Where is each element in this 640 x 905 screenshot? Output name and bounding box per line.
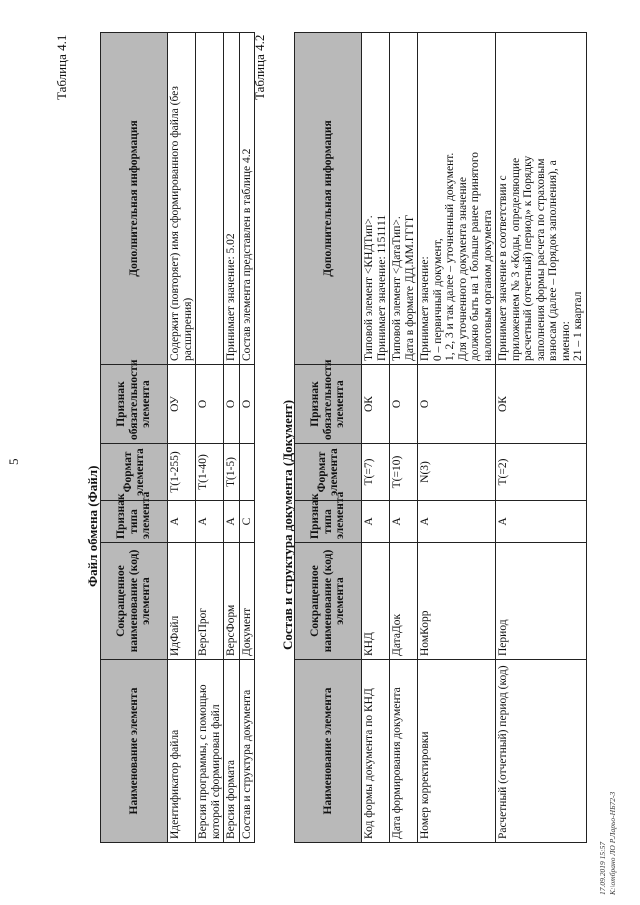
table2-header-cell: Признак типа элемента — [295, 501, 362, 543]
info-line: 0 – первичный документ, — [431, 238, 444, 361]
table-cell: О — [418, 365, 496, 444]
footer-line: 17.09.2019 15:57 — [598, 841, 607, 895]
table-row — [418, 33, 496, 843]
table-row — [196, 33, 224, 843]
table-cell: Содержит (повторяет) имя сформированного файла (без расширения) — [168, 33, 196, 365]
table-cell: ОК — [362, 365, 390, 444]
table-cell: ДатаДок — [390, 543, 418, 660]
info-line: взносам (далее – Порядок заполнения), а — [547, 160, 559, 361]
table-cell: Состав и структура документа — [239, 660, 255, 843]
table-row — [168, 33, 196, 843]
table-cell: Идентификатор файла — [168, 660, 196, 843]
table-cell: А — [224, 501, 240, 543]
document-structure-table — [294, 32, 587, 843]
table2-header-row — [295, 33, 362, 843]
table-cell: А — [196, 501, 224, 543]
table-cell: Т(1-255) — [168, 444, 196, 501]
table-cell: Т(1-40) — [196, 444, 224, 501]
table-cell: ОУ — [168, 365, 196, 444]
table-cell: Расчетный (отчетный) период (код) — [496, 660, 587, 843]
table2-label: Таблица 4.2 — [252, 34, 267, 100]
table-cell: Версия формата — [224, 660, 240, 843]
table-cell: ИдФайл — [168, 543, 196, 660]
table1-title: Файл обмена (Файл) — [85, 465, 100, 587]
table1-header-cell: Признак обязательности элемента — [101, 365, 168, 444]
table1-header-cell: Формат элемента — [101, 444, 168, 501]
info-line: расчетный (отчетный) период» к Порядку — [522, 155, 534, 361]
table-cell: Т(1-5) — [224, 444, 240, 501]
table-cell — [496, 33, 587, 365]
table-row — [390, 33, 418, 843]
table-cell — [390, 33, 418, 365]
info-line: Дата в формате ДД.ММ.ГГГГ — [403, 214, 416, 361]
info-line: Для уточненного документа значение — [456, 177, 469, 361]
table-cell: Состав элемента представлен в таблице 4.2 — [239, 33, 255, 365]
info-line: Принимает значение в соответствии с — [497, 175, 509, 361]
page-number: 5 — [6, 458, 21, 465]
info-line: именно: — [559, 321, 572, 361]
table-cell: Код формы документа по КНД — [362, 660, 390, 843]
table-row — [362, 33, 390, 843]
table-cell: О — [390, 365, 418, 444]
table-cell: Номер корректировки — [418, 660, 496, 843]
table-cell — [239, 444, 255, 501]
table-row — [496, 33, 587, 843]
table-row — [224, 33, 240, 843]
table-cell: Т(=10) — [390, 444, 418, 501]
table-row — [239, 33, 255, 843]
table1-header-cell: Наименование элемента — [101, 660, 168, 843]
info-line: Типовой элемент <КНДТип>. — [363, 215, 375, 361]
table1-header-cell: Признак типа элемента — [101, 501, 168, 543]
table-cell: Дата формирования документа — [390, 660, 418, 843]
info-line: Принимает значение: — [419, 256, 431, 361]
table-cell: НомКорр — [418, 543, 496, 660]
info-line: приложением № 3 «Коды, определяющие — [509, 157, 522, 361]
info-line: налоговым органом документа — [481, 210, 494, 361]
table-cell: А — [168, 501, 196, 543]
table-cell: А — [390, 501, 418, 543]
table-cell: КНД — [362, 543, 390, 660]
table1-header-row — [101, 33, 168, 843]
file-exchange-table — [100, 32, 255, 843]
info-line: должно быть на 1 больше ранее принятого — [469, 151, 481, 361]
table2-header-cell: Формат элемента — [295, 444, 362, 501]
table-cell: О — [239, 365, 255, 444]
table-cell: Принимает значение: 5.02 — [224, 33, 240, 365]
table-cell — [362, 33, 390, 365]
table-cell: ОК — [496, 365, 587, 444]
table2-header-cell: Сокращенное наименование (код) элемента — [295, 543, 362, 660]
table2-title: Состав и структура документа (Документ) — [280, 399, 295, 650]
table-cell: Версия программы, с помощью которой сформирован файл — [196, 660, 224, 843]
footer-stamp — [598, 792, 618, 895]
info-line: Типовой элемент <ДатаТип>. — [391, 216, 403, 361]
info-line: заполнения формы расчета по страховым — [534, 158, 547, 361]
table-cell: О — [224, 365, 240, 444]
table1-header-cell: Сокращенное наименование (код) элемента — [101, 543, 168, 660]
table2-header-cell: Наименование элемента — [295, 660, 362, 843]
info-line: Принимает значение: 1151111 — [375, 214, 388, 361]
table-cell: Т(=7) — [362, 444, 390, 501]
table-cell: А — [418, 501, 496, 543]
info-line: 21 – 1 квартал — [572, 291, 584, 361]
table-cell — [418, 33, 496, 365]
table-cell: Т(=2) — [496, 444, 587, 501]
table-cell: О — [196, 365, 224, 444]
info-line: 1, 2, 3 и так далее – уточненный документ. — [444, 152, 456, 361]
table-cell: Период — [496, 543, 587, 660]
table-cell: А — [362, 501, 390, 543]
table1-label: Таблица 4.1 — [54, 34, 69, 100]
table-cell — [196, 33, 224, 365]
table-cell: ВерсФорм — [224, 543, 240, 660]
table2-header-cell: Дополнительная информация — [295, 33, 362, 365]
table-cell: А — [496, 501, 587, 543]
table2-header-cell: Признак обязательности элемента — [295, 365, 362, 444]
table-cell: ВерсПрог — [196, 543, 224, 660]
footer-line: К:\отбрано ЛО Р.Ларьо-НБ72-3 — [608, 791, 617, 895]
table1-header-cell: Дополнительная информация — [101, 33, 168, 365]
table-cell: N(3) — [418, 444, 496, 501]
table-cell: С — [239, 501, 255, 543]
table-cell: Документ — [239, 543, 255, 660]
